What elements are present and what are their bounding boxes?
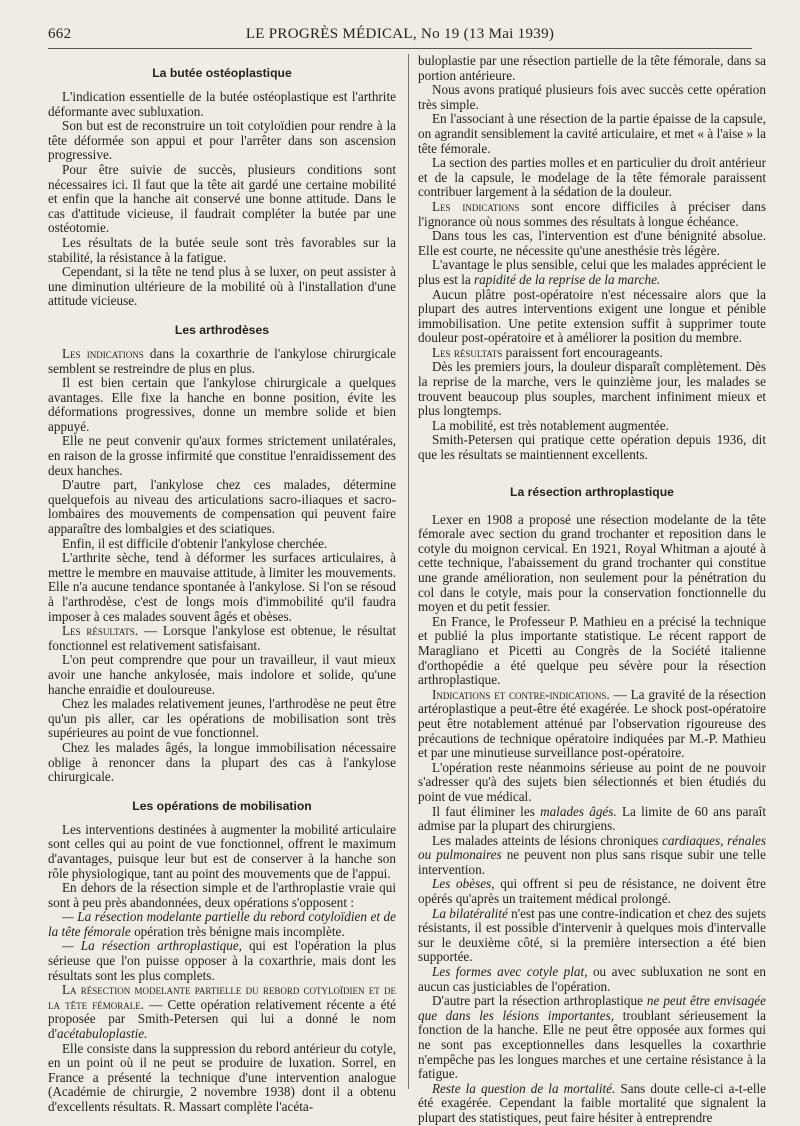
run-in-heading: Les résultats.: [62, 623, 139, 639]
paragraph: [418, 965, 766, 994]
italic-term: cardiaques, rénales ou pulmonaires: [418, 832, 767, 863]
run-in-heading: Les indications: [62, 345, 144, 361]
paragraph: [418, 688, 766, 761]
italic-term: acétabuloplastie.: [56, 1026, 148, 1042]
right-column: [418, 53, 767, 1125]
paragraph: Aucun plâtre post-opératoire n'est nécessaire alors que la plupart des autres interventions exigent une longue et pénible immobilisation. Une petite extension suffit à supprimer toute douleur post-opératoire et à améliorer la position du membre.: [418, 286, 766, 346]
paragraph: Lexer en 1908 a proposé une résection modelante de la tête fémorale avec section du grand trochanter et reposition dans le cotyle du moignon cervical. En 1921, Royal Whitman a ajouté à cette technique, l'abaissement du grand trochanter qui constitue une grande amélioration, non seulement pour la pénétration du col dans le cotyle, mais pour la conservation fonctionnelle du moyen et du petit fessier.: [418, 511, 766, 615]
header-rule: [48, 48, 752, 49]
paragraph: [418, 877, 766, 906]
paragraph: [48, 910, 396, 939]
paragraph-text: paraissent fort encourageants.: [502, 344, 663, 360]
paragraph: Dans tous les cas, l'intervention est d'une bénignité absolue. Elle est courte, ne nécessite qu'une anesthésie très légère.: [418, 228, 766, 258]
paragraph: Chez les malades relativement jeunes, l'arthrodèse ne peut être qu'un pis aller, car les opérations de mobilisation sont très supérieures au point de vue fonctionnel.: [48, 696, 396, 741]
column-divider: [408, 54, 409, 1089]
paragraph: [48, 983, 396, 1041]
section-title-mobilisation: Les opérations de mobilisation: [132, 798, 312, 813]
paragraph: Les résultats de la butée seule sont très favorables sur la stabilité, la résistance à la fatigue.: [48, 234, 396, 265]
paragraph: L'on peut comprendre que pour un travailleur, il vaut mieux avoir une hanche ankylosée, mais indolore et solide, qu'une hanche enraidie et douloureuse.: [48, 652, 396, 697]
paragraph-text: ou avec subluxation ne sont en aucun cas justiciables de l'opération.: [418, 964, 766, 994]
paragraph: Les interventions destinées à augmenter la mobilité articulaire sont celles qui au point de vue fonctionnel, offrent le maximum d'avantages, puisque leur but est de conserver à la hanche son rôle physiologique, tant au point des mouvements que de l'appui.: [48, 821, 396, 881]
paragraph-text: qui offrent si peu de résistance, ne doivent être opérés qu'après un traitement médical prolongé.: [418, 876, 766, 907]
left-column: [48, 54, 396, 1114]
paragraph: D'autre part, l'ankylose chez ces malades, détermine quelquefois au niveau des articulations sacro-iliaques et sacro-lombaires des mouvements de compensation qui peuvent faire apparaître des lombalgies et des sciatiques.: [48, 477, 396, 537]
paragraph-text: n'est pas une contre-indication et chez des sujets résistants, il est possible d'intervenir à quelques mois d'intervalle sur le deuxième côté, si la première intersection a été bien supportée.: [418, 905, 767, 965]
journal-title: LE PROGRÈS MÉDICAL, No 19 (13 Mai 1939): [245, 26, 555, 42]
paragraph: [418, 994, 766, 1082]
paragraph: En dehors de la résection simple et de l'arthroplastie vraie qui sont à peu près abandonnées, deux opérations s'opposent :: [48, 880, 396, 910]
paragraph-text: — Cette opération relativement récente a été proposée par Smith-Petersen qui lui a donné le nom d': [48, 996, 396, 1042]
paragraph: Elle ne peut convenir qu'aux formes strictement unilatérales, en raison de la grosse infirmité que constitue l'enraidissement des deux hanches.: [48, 433, 396, 478]
paragraph: Dès les premiers jours, la douleur disparaît complètement. Dès la reprise de la marche, vers le quinzième jour, les malades se trouvent beaucoup plus souples, marchent infiniment mieux et plus longtemps.: [418, 359, 766, 419]
paragraph: L'arthrite sèche, tend à déformer les surfaces articulaires, à mettre le membre en mauvaise attitude, à limiter les mouvements. Elle n'a aucune tendance spontanée à l'ankylose. Si l'on se résoud à l'arthrodèse, c'est de longs mois d'immobilité qu'il faudra imposer à ces malades souvent âgés et obèses.: [48, 550, 396, 624]
running-header: [48, 26, 752, 48]
paragraph: [418, 907, 766, 965]
paragraph: Chez les malades âgés, la longue immobilisation nécessaire oblige à renoncer dans la plupart des cas à l'ankylose chirurgicale.: [48, 739, 396, 785]
italic-term: — La résection modelante partielle du rebord cotyloïdien et de la tête fémorale: [48, 909, 396, 939]
paragraph: La mobilité, est très notablement augmentée.: [432, 417, 669, 433]
paragraph: Pour être suivie de succès, plusieurs conditions sont nécessaires ici. Il faut que la tête ait gardé une certaine mobilité et enfin que la hanche ait conservé une bonne attitude. Dans le cas d'attitude vicieuse, il faudrait compléter la butée par une ostéotomie.: [48, 161, 396, 236]
italic-term: ne peut être envisagée que dans les lésions importantes,: [418, 993, 766, 1023]
paragraph: [418, 346, 766, 361]
paragraph: [418, 1082, 766, 1126]
paragraph: Cependant, si la tête ne tend plus à se luxer, on peut assister à une diminution ultérieure de la mobilité où à l'installation d'une attitude vicieuse.: [48, 264, 396, 309]
run-in-heading: Les résultats: [432, 344, 503, 360]
run-in-heading: Les indications: [432, 198, 520, 214]
paragraph: [418, 834, 766, 878]
paragraph-text: Sans doute celle-ci a-t-elle été exagérée. Cependant la faible mortalité que signalent la plupart des statistiques, peut faire hésiter à entreprendre: [418, 1080, 767, 1125]
paragraph: [418, 200, 766, 229]
paragraph-continued: buloplastie par une résection partielle de la tête fémorale, dans sa portion antérieure.: [418, 53, 766, 83]
paragraph: En l'associant à une résection de la partie épaisse de la capsule, on agrandit sensiblement la cavité articulaire, et met « à l'aise » la tête fémorale.: [418, 111, 766, 156]
italic-term: Reste la question de la mortalité.: [432, 1080, 616, 1096]
paragraph-text: sont encore difficiles à préciser dans l'ignorance où nous sommes des résultats à longue échéance.: [418, 198, 766, 229]
paragraph-text: Les malades atteints de lésions chroniques: [432, 832, 662, 848]
paragraph-text: dans la coxarthrie de l'ankylose chirurgicale semblent se restreindre de plus en plus.: [48, 345, 396, 376]
italic-term: malades âgés.: [540, 803, 617, 819]
paragraph-text: L'avantage le plus sensible, celui que les malades apprécient le plus est la: [418, 257, 766, 287]
paragraph-text: Il faut éliminer les: [432, 803, 541, 819]
paragraph-text: — La gravité de la résection artéroplastique a peut-être été exagérée. Le shock post-opératoire peut être notablement atténué par l'observation rigoureuse des précautions de technique opératoire indiquées par M.-P. Mathieu et par une minutieuse surveillance post-opératoire.: [418, 686, 766, 761]
paragraph: Nous avons pratiqué plusieurs fois avec succès cette opération très simple.: [418, 82, 766, 112]
paragraph: Son but est de reconstruire un toit cotyloïdien pour rendre à la tête déformée son appui et pour l'arrêter dans son ascension progressive.: [48, 118, 396, 163]
paragraph: Smith-Petersen qui pratique cette opération depuis 1936, dit que les résultats se maintiennent excellents.: [418, 432, 766, 463]
run-in-heading: La résection modelante partielle du rebord cotyloïdien et de la tête fémorale.: [48, 982, 396, 1012]
paragraph-text: — Lorsque l'ankylose est obtenue, le résultat fonctionnel est relativement satisfaisant.: [48, 623, 396, 653]
paragraph: Elle consiste dans la suppression du rebord antérieur du cotyle, en un point où il ne peut se produire de luxation. Sorrel, en France a présenté la technique d'une intervention analogue (Académie de chirurgie, 2 novembre 1938) dont il a obtenu d'excellents résultats. R. Massart complète l'acéta-: [48, 1040, 396, 1114]
paragraph: [48, 939, 396, 983]
paragraph: Il est bien certain que l'ankylose chirurgicale a quelques avantages. Elle fixe la hanche en bonne position, évite les déformations progressives, donne un membre solide et bien appuyé.: [48, 375, 396, 434]
paragraph: L'opération reste néanmoins sérieuse au point de ne pouvoir s'adresser qu'à des sujets bien sélectionnés et bien étudiés du point de vue médical.: [418, 759, 766, 804]
section-title-butee: La butée ostéoplastique: [152, 66, 292, 80]
section-title-resection: La résection arthroplastique: [510, 484, 674, 499]
run-in-heading: Indications et contre-indications.: [432, 686, 610, 702]
paragraph-text: qui est l'opération la plus sérieuse que l'on puisse opposer à la coxarthrie, mais dont les résultats sont les plus complets.: [48, 938, 396, 983]
paragraph-text: D'autre part la résection arthroplastique: [432, 993, 647, 1009]
paragraph: [48, 347, 396, 376]
paragraph-text: ne peuvent non plus sans risque subir une telle intervention.: [418, 847, 766, 877]
paragraph: L'indication essentielle de la butée ostéoplastique est l'arthrite déformante avec subluxation.: [48, 89, 396, 119]
italic-term: Les obèses,: [432, 876, 495, 892]
italic-term: Les formes avec cotyle plat,: [432, 964, 588, 980]
paragraph-text: La limite de 60 ans paraît admise par la plupart des chirurgiens.: [418, 803, 766, 834]
paragraph: [48, 624, 396, 653]
paragraph: Enfin, il est difficile d'obtenir l'ankylose cherchée.: [62, 535, 328, 551]
page-number: 662: [48, 26, 72, 42]
paragraph-text: opération très bénigne mais incomplète.: [130, 923, 345, 939]
italic-term: La bilatéralité: [432, 905, 508, 921]
section-title-arthrodeses: Les arthrodèses: [174, 322, 270, 337]
italic-term: — La résection arthroplastique,: [62, 938, 242, 954]
paragraph-text: troublant sérieusement la fonction de la hanche. Elle ne peut être opposée aux formes qui ne sont pas exceptionnelles dans lesquelles la coxarthrie n'empêche pas les longues marches et une certaine résistance à la fatigue.: [418, 1007, 766, 1082]
italic-term: rapidité de la reprise de la marche.: [474, 271, 661, 287]
paragraph: [418, 258, 766, 287]
paragraph: En France, le Professeur P. Mathieu en a précisé la technique et publié la plus importante statistique. Le récent rapport de Maragliano et Picetti au Congrès de la Société italienne d'orthopédie a été quelque peu sévère pour la résection arthroplastique.: [418, 613, 766, 688]
paragraph: La section des parties molles et en particulier du droit antérieur et de la capsule, le modelage de la tête fémorale paraissent contribuer largement à la sédation de la douleur.: [418, 155, 766, 200]
paragraph: [418, 805, 766, 834]
